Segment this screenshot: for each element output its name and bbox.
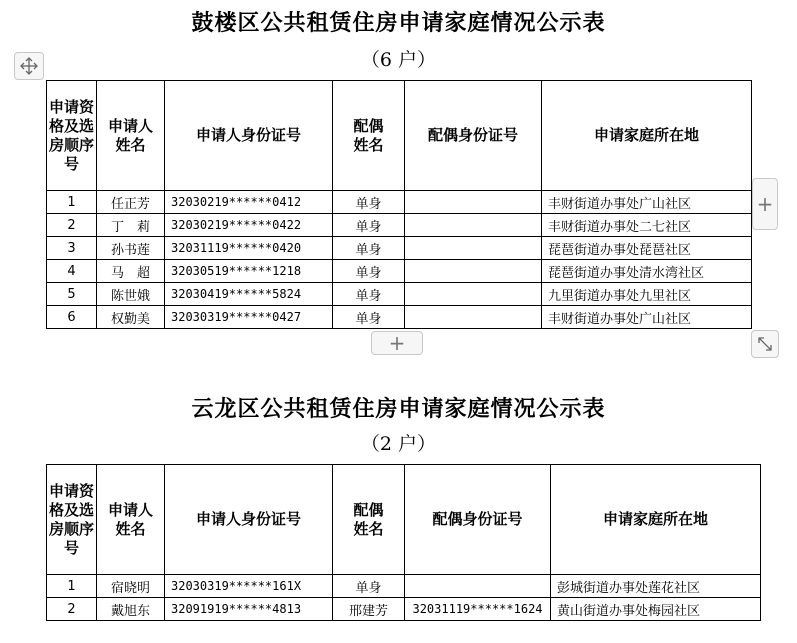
col-header-name: 申请人姓名 (97, 81, 165, 191)
address-cell: 黄山街道办事处梅园社区 (551, 598, 761, 621)
address-cell: 琵琶街道办事处清水湾社区 (542, 260, 752, 283)
spouse-name-cell: 邢建芳 (333, 598, 405, 621)
id-cell: 32030519******1218 (165, 260, 333, 283)
address-cell: 丰财街道办事处二七社区 (542, 214, 752, 237)
spouse-id-cell (405, 283, 542, 306)
table1-title: 鼓楼区公共租赁住房申请家庭情况公示表 (191, 11, 606, 36)
spouse-name-cell: 单身 (333, 237, 405, 260)
id-cell: 32030219******0412 (165, 191, 333, 214)
spouse-name-cell: 单身 (333, 575, 405, 598)
id-cell: 32091919******4813 (165, 598, 333, 621)
table1-header-row (47, 81, 752, 191)
order-cell: 2 (47, 598, 97, 621)
add-row-button[interactable]: + (371, 331, 423, 355)
id-cell: 32030419******5824 (165, 283, 333, 306)
col-header-name: 申请人姓名 (97, 465, 165, 575)
spouse-name-cell: 单身 (333, 214, 405, 237)
order-cell: 6 (47, 306, 97, 329)
table-row (47, 214, 752, 237)
spouse-name-cell: 单身 (333, 306, 405, 329)
table2 (46, 464, 761, 621)
move-icon (19, 56, 39, 76)
spouse-name-cell: 单身 (333, 191, 405, 214)
address-cell: 彭城街道办事处莲花社区 (551, 575, 761, 598)
col-header-spouse-name: 配偶姓名 (333, 81, 405, 191)
name-cell: 孙书莲 (97, 237, 165, 260)
spouse-id-cell (405, 306, 542, 329)
address-cell: 琵琶街道办事处琵琶社区 (542, 237, 752, 260)
spouse-id-cell (405, 191, 542, 214)
col-header-order: 申请资格及选房顺序号 (47, 465, 97, 575)
name-cell: 权勤美 (97, 306, 165, 329)
order-cell: 5 (47, 283, 97, 306)
spouse-name-cell: 单身 (333, 260, 405, 283)
col-header-order: 申请资格及选房顺序号 (47, 81, 97, 191)
id-cell: 32031119******0420 (165, 237, 333, 260)
address-cell: 丰财街道办事处广山社区 (542, 306, 752, 329)
order-cell: 1 (47, 575, 97, 598)
order-cell: 3 (47, 237, 97, 260)
spouse-id-cell: 32031119******1624 (405, 598, 551, 621)
id-cell: 32030319******161X (165, 575, 333, 598)
table-row (47, 575, 761, 598)
col-header-id: 申请人身份证号 (165, 81, 333, 191)
table1 (46, 80, 752, 329)
order-cell: 4 (47, 260, 97, 283)
name-cell: 丁 莉 (97, 214, 165, 237)
table-row (47, 598, 761, 621)
name-cell: 马 超 (97, 260, 165, 283)
name-cell: 任正芳 (97, 191, 165, 214)
spouse-id-cell (405, 575, 551, 598)
spouse-id-cell (405, 260, 542, 283)
resize-icon (756, 335, 774, 353)
table-row (47, 306, 752, 329)
table2-count: （2 户） (360, 433, 437, 455)
col-header-spouse-name: 配偶姓名 (333, 465, 405, 575)
add-column-button[interactable]: + (752, 178, 778, 230)
table-row (47, 191, 752, 214)
id-cell: 32030219******0422 (165, 214, 333, 237)
table-row (47, 283, 752, 306)
order-cell: 2 (47, 214, 97, 237)
col-header-id: 申请人身份证号 (165, 465, 333, 575)
address-cell: 丰财街道办事处广山社区 (542, 191, 752, 214)
id-cell: 32030319******0427 (165, 306, 333, 329)
table1-count: （6 户） (360, 49, 437, 71)
col-header-address: 申请家庭所在地 (542, 81, 752, 191)
col-header-address: 申请家庭所在地 (551, 465, 761, 575)
col-header-spouse-id: 配偶身份证号 (405, 465, 551, 575)
name-cell: 陈世娥 (97, 283, 165, 306)
spouse-name-cell: 单身 (333, 283, 405, 306)
table2-title: 云龙区公共租赁住房申请家庭情况公示表 (191, 397, 606, 422)
spouse-id-cell (405, 237, 542, 260)
name-cell: 戴旭东 (97, 598, 165, 621)
order-cell: 1 (47, 191, 97, 214)
table-resize-handle[interactable] (751, 330, 779, 358)
table-move-handle[interactable] (14, 52, 44, 80)
table-row (47, 260, 752, 283)
table-row (47, 237, 752, 260)
address-cell: 九里街道办事处九里社区 (542, 283, 752, 306)
table2-header-row (47, 465, 761, 575)
col-header-spouse-id: 配偶身份证号 (405, 81, 542, 191)
name-cell: 宿晓明 (97, 575, 165, 598)
spouse-id-cell (405, 214, 542, 237)
